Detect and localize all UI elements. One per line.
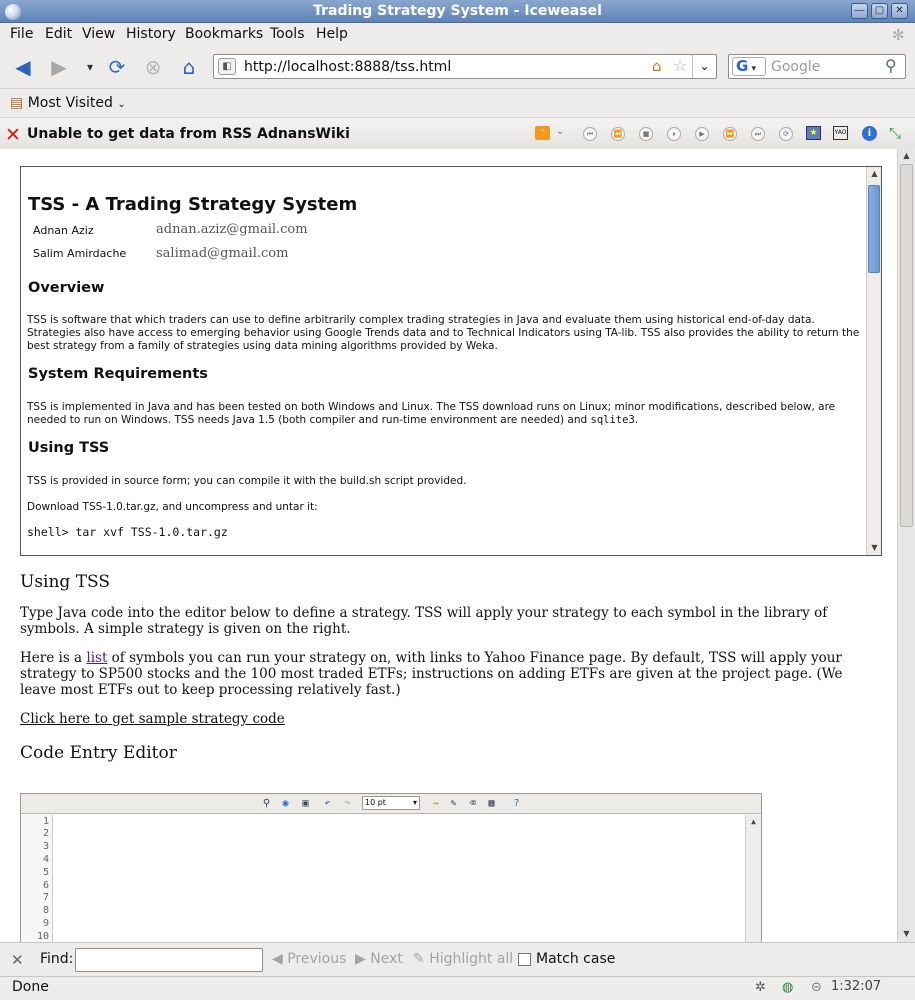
highlight-icon[interactable]: ⇝: [432, 798, 439, 809]
close-find-icon[interactable]: ✕: [11, 951, 24, 969]
help-icon[interactable]: ?: [513, 798, 520, 809]
find-bar: [0, 942, 915, 976]
info-icon[interactable]: i: [862, 126, 877, 141]
rss-toolbar: [0, 117, 915, 149]
line-number: 3: [42, 841, 49, 852]
options-icon[interactable]: YAO: [833, 126, 848, 140]
first-icon[interactable]: ⏮: [583, 127, 597, 141]
stop-icon[interactable]: ⊗: [144, 55, 162, 79]
globe-icon[interactable]: ◍: [782, 980, 794, 995]
editor-scrollbar[interactable]: [745, 815, 761, 942]
line-number: 4: [42, 854, 49, 865]
code-editor-heading: Code Entry Editor: [20, 743, 177, 763]
title-bar: [0, 0, 915, 23]
url-bar[interactable]: [213, 54, 717, 79]
using-tss-doc-heading: Using TSS: [28, 440, 110, 456]
shell-command: shell> tar xvf TSS-1.0.tar.gz: [27, 525, 228, 539]
font-size-select[interactable]: 10 pt ▾: [362, 796, 420, 810]
search-engine-selector[interactable]: G ▾: [732, 57, 766, 76]
pause-icon[interactable]: ⏸: [667, 127, 681, 141]
search-box[interactable]: [728, 54, 906, 79]
line-number: 7: [42, 892, 49, 903]
bookmark-star-icon[interactable]: ☆: [673, 56, 688, 75]
back-icon[interactable]: ◀: [15, 55, 31, 79]
error-icon: ✕: [5, 124, 21, 146]
maximize-button[interactable]: ▢: [871, 3, 888, 19]
sample-code-link[interactable]: Click here to get sample strategy code: [20, 711, 285, 727]
scroll-up-icon[interactable]: ▲: [903, 151, 910, 160]
line-number: 10: [36, 931, 49, 942]
search-icon[interactable]: ⚲: [885, 56, 897, 75]
match-case-checkbox[interactable]: [518, 953, 531, 966]
symbols-paragraph: Here is a list of symbols you can run your strategy on, with links to Yahoo Finance page. By default, TSS will apply your strategy to SP500 stocks and the 100 most traded ETFs; instructions on adding ETFs are given at the project page. (We leave most ETFs out to keep processing relatively fast.): [20, 650, 843, 698]
undo-icon[interactable]: ↶: [324, 798, 331, 809]
last-icon[interactable]: ⏭: [751, 127, 765, 141]
code-editor[interactable]: [20, 793, 762, 942]
author-email: salimad@gmail.com: [156, 246, 289, 261]
frame-scroll-thumb[interactable]: [868, 185, 880, 273]
goto-icon[interactable]: ◉: [282, 798, 289, 809]
system-requirements-heading: System Requirements: [28, 366, 208, 382]
bookmarks-toolbar: [0, 88, 915, 116]
download-text: Download TSS-1.0.tar.gz, and uncompress and untar it:: [27, 501, 318, 513]
line-number: 8: [42, 905, 49, 916]
url-dropdown-icon[interactable]: ⌄: [692, 55, 716, 78]
using-tss-doc-text: TSS is provided in source form; you can compile it with the build.sh script provided.: [27, 475, 467, 487]
line-number: 6: [42, 880, 49, 891]
search-input[interactable]: Google: [771, 59, 821, 75]
line-number: 5: [42, 867, 49, 878]
line-number: 9: [42, 918, 49, 929]
line-number-gutter: [21, 815, 53, 942]
menu-bar: [0, 23, 915, 47]
find-previous-button[interactable]: ◀ Previous: [272, 951, 347, 967]
feed-star-icon[interactable]: ★: [806, 126, 821, 140]
history-dropdown-icon[interactable]: ▾: [86, 60, 94, 74]
using-tss-heading: Using TSS: [20, 572, 111, 592]
match-case-label[interactable]: Match case: [536, 951, 616, 967]
play-icon[interactable]: ▶: [695, 127, 709, 141]
find-input[interactable]: [75, 948, 263, 972]
site-identity-icon[interactable]: ◧: [218, 58, 236, 75]
syntax-icon[interactable]: ✎: [450, 798, 457, 809]
fullscreen-icon[interactable]: ▣: [302, 798, 309, 809]
rss-feed-icon[interactable]: ◝: [535, 126, 550, 140]
close-button[interactable]: ✕: [891, 3, 908, 19]
menu-view[interactable]: View: [82, 26, 116, 42]
editor-toolbar: [21, 794, 761, 814]
sample-code-link-wrap: [20, 711, 880, 727]
menu-tools[interactable]: Tools: [270, 26, 305, 42]
rss-dropdown-icon[interactable]: ⌄: [556, 126, 565, 137]
system-requirements-text: TSS is implemented in Java and has been tested on both Windows and Linux. The TSS download runs on Linux; minor modifications, described below, are needed to run on Windows. TSS needs Java 1.5 (both compiler and run-time environment are needed) and sqlite3.: [27, 401, 836, 426]
clock-icon: ⊝: [811, 980, 822, 995]
stop-feed-icon[interactable]: ■: [639, 127, 653, 141]
redo-icon[interactable]: ↷: [344, 798, 351, 809]
home-page-icon[interactable]: ⌂: [652, 57, 662, 75]
page-content: [0, 149, 897, 942]
status-bar: [0, 976, 915, 1000]
author-name: Adnan Aziz: [33, 224, 94, 237]
window-title: Trading Strategy System - Iceweasel: [313, 3, 602, 19]
find-icon[interactable]: ⚲: [262, 798, 271, 809]
page-scroll-thumb[interactable]: [900, 164, 913, 527]
refresh-feed-icon[interactable]: ⟳: [779, 127, 793, 141]
scroll-down-icon[interactable]: ▼: [871, 543, 878, 552]
menu-bookmarks[interactable]: Bookmarks: [185, 26, 264, 42]
find-next-button[interactable]: ▶ Next: [355, 951, 403, 967]
menu-edit[interactable]: Edit: [45, 26, 73, 42]
status-time: 1:32:07: [831, 979, 882, 994]
throbber-icon: ✻: [892, 26, 905, 44]
symbols-list-link[interactable]: list: [86, 650, 108, 666]
menu-history[interactable]: History: [126, 26, 176, 42]
scroll-up-icon[interactable]: ▲: [751, 817, 756, 826]
find-label: Find:: [40, 951, 74, 967]
page-scrollbar[interactable]: [897, 149, 915, 942]
scroll-down-icon[interactable]: ▼: [903, 929, 910, 938]
author-email: adnan.aziz@gmail.com: [156, 222, 308, 237]
rss-error-message: Unable to get data from RSS AdnansWiki: [27, 126, 350, 142]
menu-help[interactable]: Help: [316, 26, 348, 42]
author-name: Salim Amirdache: [33, 247, 127, 260]
overview-heading: Overview: [28, 280, 105, 296]
line-number: 1: [42, 816, 49, 827]
folder-icon: ▤: [10, 95, 24, 111]
most-visited-button[interactable]: ▤ Most Visited ⌄: [10, 95, 126, 111]
minimize-button[interactable]: ―: [851, 3, 868, 19]
scroll-up-icon[interactable]: ▲: [871, 169, 878, 178]
overview-text: TSS is software that which traders can use to define arbitrarily complex trading strategies in Java and evaluate them using historical end-of-day data. Strategies also have access to emerging behavior using Google Trends data and to Technical Indicators using TA-lib. TSS also provides the ability to return the best strategy from a family of strategies using data mining algorithms provided by Weka.: [27, 314, 860, 352]
settings-icon[interactable]: ▦: [488, 798, 495, 809]
forward-icon[interactable]: ▶: [51, 55, 67, 79]
reset-icon[interactable]: ⌫: [469, 798, 476, 809]
home-icon[interactable]: ⌂: [182, 55, 196, 79]
highlight-all-button[interactable]: ✎ Highlight all: [413, 951, 514, 967]
menu-file[interactable]: File: [10, 26, 34, 42]
collapse-icon[interactable]: ⤡: [889, 124, 902, 142]
status-text: Done: [12, 979, 49, 995]
line-number: 2: [42, 828, 49, 839]
embedded-document-frame[interactable]: [20, 166, 882, 556]
frame-scrollbar[interactable]: [866, 167, 881, 555]
reload-icon[interactable]: ⟳: [108, 55, 126, 79]
intro-paragraph: Type Java code into the editor below to define a strategy. TSS will apply your strategy to each symbol in the library of symbols. A simple strategy is given on the right.: [20, 605, 828, 637]
rewind-icon[interactable]: ⏪: [611, 127, 625, 141]
fast-forward-icon[interactable]: ⏩: [723, 127, 737, 141]
doc-title: TSS - A Trading Strategy System: [28, 194, 358, 215]
noscript-icon[interactable]: ✲: [755, 980, 766, 995]
url-text[interactable]: http://localhost:8888/tss.html: [244, 59, 452, 75]
